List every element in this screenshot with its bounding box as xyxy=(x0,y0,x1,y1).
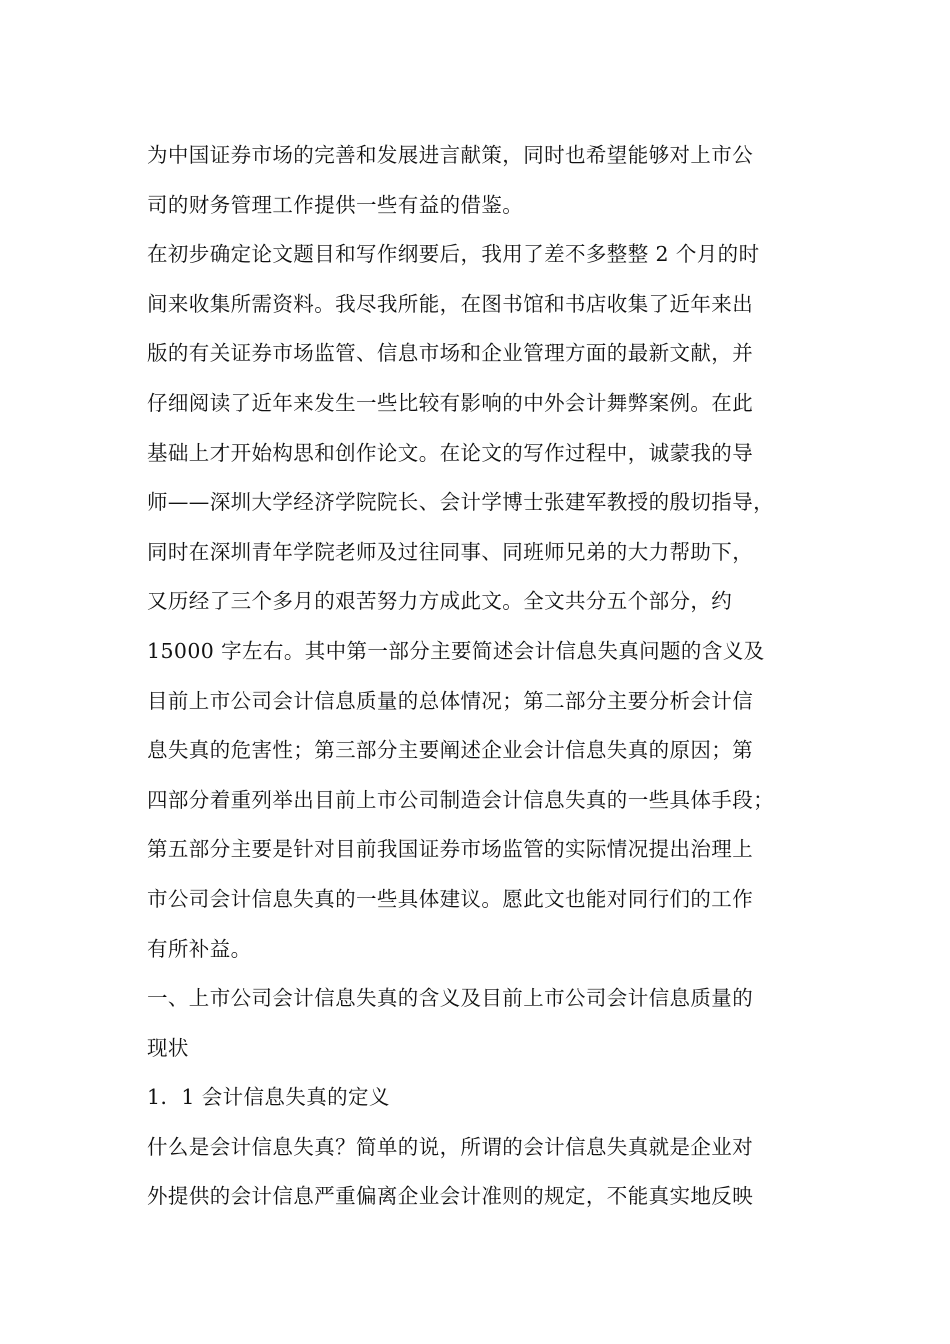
text-line: 又历经了三个多月的艰苦努力方成此文。全文共分五个部分，约 xyxy=(147,589,733,614)
text-line: 司的财务管理工作提供一些有益的借鉴。 xyxy=(147,192,524,217)
text-line: 市公司会计信息失真的一些具体建议。愿此文也能对同行们的工作 xyxy=(147,886,754,911)
text-line: 四部分着重列举出目前上市公司制造会计信息失真的一些具体手段； xyxy=(147,787,774,812)
text-line: 什么是会计信息失真？简单的说，所谓的会计信息失真就是企业对 xyxy=(147,1134,754,1159)
text-line: 为中国证券市场的完善和发展进言献策，同时也希望能够对上市公 xyxy=(147,143,754,167)
text-line: 有所补益。 xyxy=(147,936,252,961)
section-heading-line: 一、上市公司会计信息失真的含义及目前上市公司会计信息质量的 xyxy=(147,986,754,1011)
text-line: 在初步确定论文题目和写作纲要后，我用了差不多整整 2 个月的时 xyxy=(147,242,760,267)
section-heading-line: 现状 xyxy=(147,1035,189,1060)
text-line: 第五部分主要是针对目前我国证券市场监管的实际情况提出治理上 xyxy=(147,837,754,862)
body-text xyxy=(147,131,817,1222)
text-line: 间来收集所需资料。我尽我所能，在图书馆和书店收集了近年来出 xyxy=(147,291,754,316)
text-line: 息失真的危害性；第三部分主要阐述企业会计信息失真的原因；第 xyxy=(147,738,754,763)
text-line: 外提供的会计信息严重偏离企业会计准则的规定，不能真实地反映 xyxy=(147,1184,754,1209)
text-line: 版的有关证券市场监管、信息市场和企业管理方面的最新文献，并 xyxy=(147,341,754,366)
subsection-heading: 1．1 会计信息失真的定义 xyxy=(147,1085,390,1110)
text-line: 目前上市公司会计信息质量的总体情况；第二部分主要分析会计信 xyxy=(147,688,754,713)
text-line: 基础上才开始构思和创作论文。在论文的写作过程中，诚蒙我的导 xyxy=(147,440,754,465)
text-line: 同时在深圳青年学院老师及过往同事、同班师兄弟的大力帮助下， xyxy=(147,539,754,564)
text-line: 仔细阅读了近年来发生一些比较有影响的中外会计舞弊案例。在此 xyxy=(147,390,754,415)
text-line: 15000 字左右。其中第一部分主要简述会计信息失真问题的含义及 xyxy=(147,638,765,663)
text-line: 师——深圳大学经济学院院长、会计学博士张建军教授的殷切指导， xyxy=(147,490,774,515)
